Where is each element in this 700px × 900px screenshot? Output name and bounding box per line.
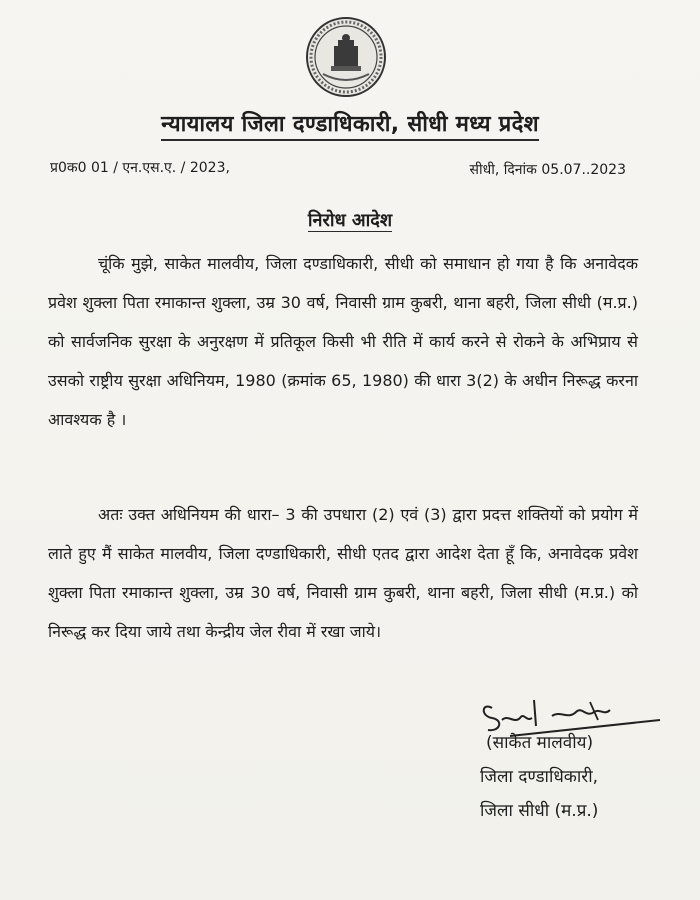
paragraph-1: चूंकि मुझे, साकेत मालवीय, जिला दण्डाधिकारी, सीधी को समाधान हो गया है कि अनावेदक प्रवेश शुक्ला पिता रमाकान्त शुक्ला, उम्र 30 वर्ष, निवासी ग्राम कुबरी, थाना बहरी, जिला सीधी (म.प्र.) को सार्वजनिक सुरक्षा के अनुरक्षण में प्रतिकूल किसी भी रीति में कार्य करने से रोकने के अभिप्राय से उसको राष्ट्रीय सुरक्षा अधिनियम, 1980 (क्रमांक 65, 1980) की धारा 3(2) के अधीन निरूद्ध करना आवश्यक है । — [48, 254, 638, 429]
paragraph-2: अतः उक्त अधिनियम की धारा– 3 की उपधारा (2) एवं (3) द्वारा प्रदत्त शक्तियों को प्रयोग में लाते हुए मैं साकेत मालवीय, जिला दण्डाधिकारी, सीधी एतद द्वारा आदेश देता हूँ कि, अनावेदक प्रवेश शुक्ला पिता रमाकान्त शुक्ला, उम्र 30 वर्ष, निवासी ग्राम कुबरी, थाना बहरी, जिला सीधी (म.प्र.) को निरूद्ध कर दिया जाये तथा केन्द्रीय जेल रीवा में रखा जाये। — [48, 505, 638, 641]
court-title: न्यायालय जिला दण्डाधिकारी, सीधी मध्य प्रदेश — [0, 108, 700, 138]
signatory-name: (साकेत मालवीय) — [486, 733, 594, 753]
order-subject: निरोध आदेश — [307, 210, 393, 231]
government-seal-icon — [305, 16, 387, 98]
signatory-designation: जिला दण्डाधिकारी, — [480, 767, 599, 787]
reference-number: प्र0क0 01 / एन.एस.ए. / 2023, — [50, 160, 230, 176]
place-date: सीधी, दिनांक 05.07..2023 — [469, 162, 626, 178]
signatory-district: जिला सीधी (म.प्र.) — [480, 801, 599, 821]
